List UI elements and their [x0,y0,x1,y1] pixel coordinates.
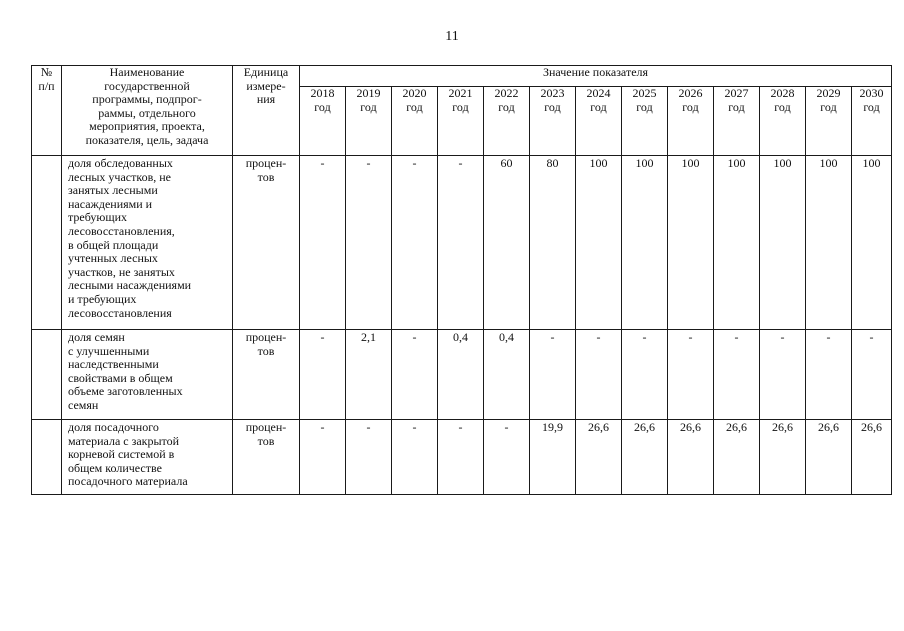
value-cell-2026: 26,6 [668,420,714,495]
value-cell-2027: 100 [714,156,760,330]
value-cell-2020: - [392,420,438,495]
row-number-cell [32,420,62,495]
value-cell-2028: - [760,330,806,420]
header-year-2018: 2018 год [300,87,346,156]
value-cell-2030: 26,6 [852,420,892,495]
value-cell-2022: 60 [484,156,530,330]
unit-cell: процен- тов [233,156,300,330]
value-cell-2027: - [714,330,760,420]
value-cell-2018: - [300,330,346,420]
value-cell-2018: - [300,420,346,495]
value-cell-2029: 100 [806,156,852,330]
indicator-name-cell: доля семян с улучшенными наследственными свойствами в общем объеме заготовленных семян [62,330,233,420]
value-cell-2022: 0,4 [484,330,530,420]
header-year-2026: 2026 год [668,87,714,156]
header-year-2024: 2024 год [576,87,622,156]
header-year-2029: 2029 год [806,87,852,156]
value-cell-2028: 100 [760,156,806,330]
table-row [32,420,892,495]
header-year-2030: 2030 год [852,87,892,156]
unit-cell: процен- тов [233,420,300,495]
header-year-2020: 2020 год [392,87,438,156]
value-cell-2019: - [346,420,392,495]
value-cell-2025: 100 [622,156,668,330]
header-year-2023: 2023 год [530,87,576,156]
value-cell-2023: - [530,330,576,420]
header-name: Наименование государственной программы, подпрог- раммы, отдельного мероприятия, проекта, показателя, цель, задача [62,66,233,156]
value-cell-2029: - [806,330,852,420]
value-cell-2020: - [392,330,438,420]
value-cell-2018: - [300,156,346,330]
unit-cell: процен- тов [233,330,300,420]
indicator-name-cell: доля посадочного материала с закрытой корневой системой в общем количестве посадочного материала [62,420,233,495]
header-year-2019: 2019 год [346,87,392,156]
value-cell-2019: 2,1 [346,330,392,420]
value-cell-2030: 100 [852,156,892,330]
value-cell-2020: - [392,156,438,330]
value-cell-2027: 26,6 [714,420,760,495]
value-cell-2019: - [346,156,392,330]
value-cell-2029: 26,6 [806,420,852,495]
value-cell-2028: 26,6 [760,420,806,495]
value-cell-2023: 80 [530,156,576,330]
header-indicator-value: Значение показателя [300,66,892,87]
value-cell-2025: - [622,330,668,420]
header-year-2021: 2021 год [438,87,484,156]
indicators-table [31,65,892,495]
value-cell-2021: - [438,156,484,330]
value-cell-2022: - [484,420,530,495]
row-number-cell [32,330,62,420]
value-cell-2026: - [668,330,714,420]
row-number-cell [32,156,62,330]
value-cell-2026: 100 [668,156,714,330]
indicator-name-cell: доля обследованных лесных участков, не занятых лесными насаждениями и требующих лесовосстановления, в общей площади учтенных лесных участков, не занятых лесными насаждениями и требующих лесовосстановления [62,156,233,330]
value-cell-2024: - [576,330,622,420]
value-cell-2025: 26,6 [622,420,668,495]
header-unit: Единица измере- ния [233,66,300,156]
header-year-2028: 2028 год [760,87,806,156]
value-cell-2024: 26,6 [576,420,622,495]
header-year-2027: 2027 год [714,87,760,156]
value-cell-2021: - [438,420,484,495]
table-row [32,156,892,330]
header-number: № п/п [32,66,62,156]
value-cell-2021: 0,4 [438,330,484,420]
header-year-2022: 2022 год [484,87,530,156]
table-row [32,330,892,420]
header-year-2025: 2025 год [622,87,668,156]
value-cell-2030: - [852,330,892,420]
page-number: 11 [445,29,459,44]
value-cell-2024: 100 [576,156,622,330]
value-cell-2023: 19,9 [530,420,576,495]
